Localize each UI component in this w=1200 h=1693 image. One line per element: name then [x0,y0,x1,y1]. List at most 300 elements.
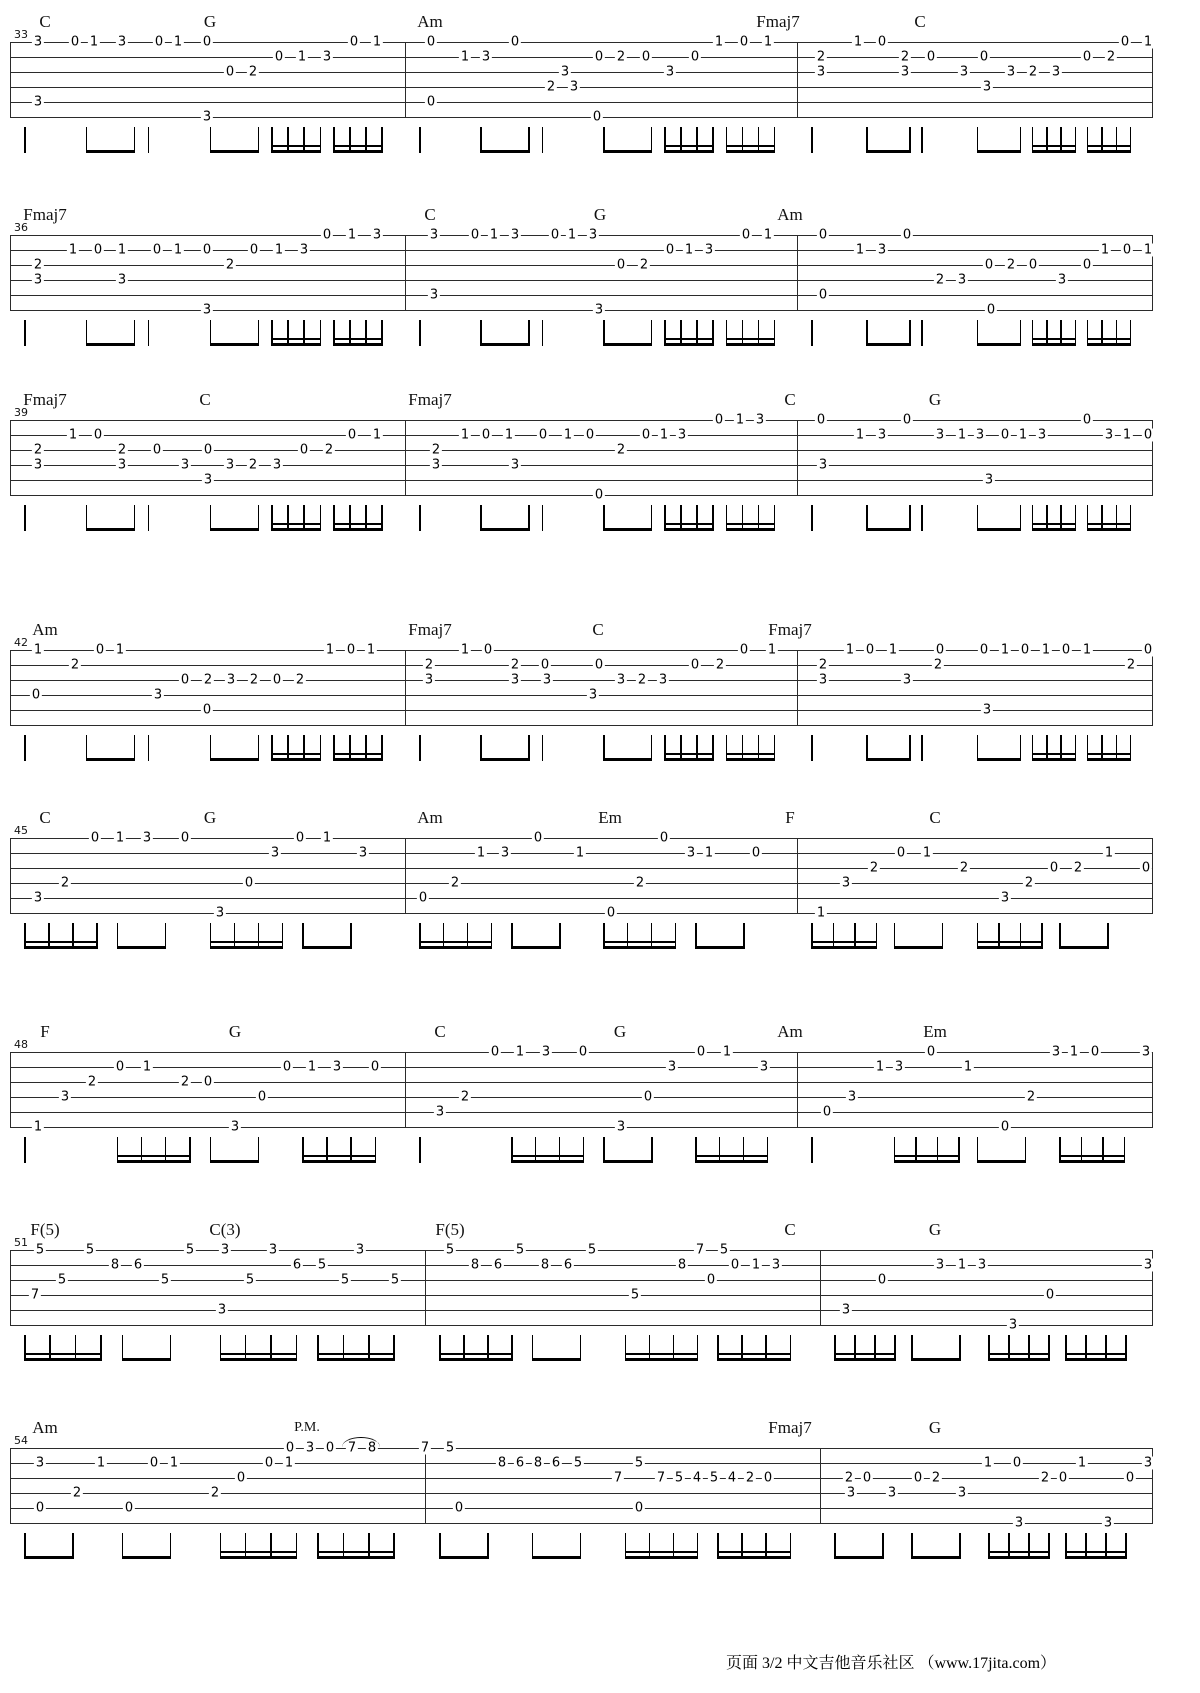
chord-label: C(3) [209,1220,241,1239]
rhythm-beam-second [333,753,383,755]
tab-note: 0 [1045,1287,1055,1303]
tab-note: 2 [1040,1470,1050,1486]
tab-note: 3 [270,845,280,861]
tab-note: 6 [493,1257,503,1273]
tab-note: 1 [372,34,382,50]
rhythm-beam [511,1160,584,1163]
tab-note: 0 [634,1500,644,1516]
staff-string-line [10,1112,1152,1113]
tab-note: 0 [115,1059,125,1075]
rhythm-stem [419,127,421,153]
tab-note: 5 [340,1272,350,1288]
tab-note: 0 [538,427,548,443]
tab-note: 2 [1126,657,1136,673]
staff-string-line [10,1280,1152,1281]
chord-label: Fmaj7 [408,620,452,639]
rhythm-beam-second [977,941,1043,943]
rhythm-beam-second [1087,523,1132,525]
tab-note: 2 [295,672,305,688]
measure-barline [1152,650,1153,726]
tab-note: 0 [249,242,259,258]
tab-note: 8 [533,1455,543,1471]
rhythm-stem [811,735,813,761]
tab-note: 0 [299,442,309,458]
tab-note: 0 [236,1470,246,1486]
rhythm-beam-second [1032,523,1077,525]
rhythm-stem [542,735,544,761]
rhythm-beam [811,946,877,949]
rhythm-beam [695,1160,768,1163]
tab-note: 3 [142,830,152,846]
rhythm-stem [24,320,26,346]
rhythm-beam-second [271,145,321,147]
tab-note: 0 [1082,412,1092,428]
tab-note: 3 [435,1104,445,1120]
tab-note: 0 [730,1257,740,1273]
tab-note: 2 [1026,1089,1036,1105]
tab-note: 3 [541,1044,551,1060]
tab-note: 0 [896,845,906,861]
rhythm-beam [1087,343,1132,346]
tab-note: 3 [1143,1455,1153,1471]
tab-note: 2 [72,1485,82,1501]
tab-note: 1 [515,1044,525,1060]
tab-note: 0 [1082,49,1092,65]
tab-note: 0 [325,1440,335,1456]
rhythm-beam-second [988,1353,1050,1355]
rhythm-beam [988,1358,1050,1361]
chord-label: G [928,1220,942,1239]
measure-barline [10,1250,11,1326]
tab-note: 0 [481,427,491,443]
tab-note: 3 [755,412,765,428]
tab-note: 0 [154,34,164,50]
measure-barline [1152,838,1153,914]
tab-note: 1 [372,427,382,443]
tab-note: 6 [515,1455,525,1471]
tab-note: 0 [180,830,190,846]
tab-note: 5 [57,1272,67,1288]
rhythm-beam-second [333,145,383,147]
tab-note: 8 [677,1257,687,1273]
rhythm-beam [210,946,284,949]
tab-note: 1 [115,642,125,658]
tab-note: 3 [1143,1257,1153,1273]
tab-note: 0 [90,830,100,846]
measure-barline [10,1052,11,1128]
rhythm-beam-second [726,338,775,340]
rhythm-beam-second [333,523,383,525]
tab-note: 3 [616,1119,626,1135]
tab-note: 3 [268,1242,278,1258]
tab-note: 3 [977,1257,987,1273]
tab-note: 7 [420,1440,430,1456]
tab-note: 3 [1051,1044,1061,1060]
tab-note: 3 [299,242,309,258]
rhythm-stem [148,735,150,761]
tab-note: 3 [510,227,520,243]
rhythm-stem [542,320,544,346]
measure-barline [797,650,798,726]
rhythm-stem [811,505,813,531]
tab-note: 3 [975,427,985,443]
measure-barline [797,235,798,311]
tab-note: 1 [366,642,376,658]
chord-label: C [39,808,51,827]
tab-note: 0 [592,109,602,125]
rhythm-beam-second [1059,1155,1125,1157]
chord-label: Fmaj7 [768,620,812,639]
tab-note: 5 [35,1242,45,1258]
rhythm-beam [664,150,713,153]
tab-note: 0 [470,227,480,243]
measure-barline [405,650,406,726]
rhythm-beam [117,946,167,949]
tab-note: 1 [853,34,863,50]
tab-note: 0 [1028,257,1038,273]
tab-note: 0 [244,875,254,891]
tab-note: 0 [594,49,604,65]
tab-note: 2 [1073,860,1083,876]
rhythm-beam [603,758,652,761]
tab-note: 0 [1058,1470,1068,1486]
measure-number: 33 [14,28,28,41]
chord-label: Em [923,1022,947,1041]
tab-note: 0 [902,412,912,428]
tab-note: 3 [1051,64,1061,80]
rhythm-stem [542,505,544,531]
tab-note: 1 [922,845,932,861]
tab-note: 1 [33,642,43,658]
rhythm-beam [1032,343,1077,346]
rhythm-stem [921,320,923,346]
rhythm-beam [1087,758,1132,761]
tab-note: 6 [133,1257,143,1273]
rhythm-beam [419,946,492,949]
chord-label: Fmaj7 [23,205,67,224]
tab-note: 3 [117,457,127,473]
rhythm-beam-second [271,753,321,755]
footer-site-credit: 页面 3/2 中文吉他音乐社区 （www.17jita.com） [726,1655,1057,1672]
tab-note: 1 [33,1119,43,1135]
rhythm-beam [977,758,1022,761]
rhythm-stem [811,320,813,346]
rhythm-beam-second [439,1353,513,1355]
tab-note: 3 [1141,1044,1151,1060]
staff-string-line [10,72,1152,73]
tab-note: 8 [470,1257,480,1273]
tab-note: 3 [510,672,520,688]
tab-note: 3 [35,1455,45,1471]
tab-note: 3 [305,1440,315,1456]
chord-label: F(5) [435,1220,465,1239]
rhythm-beam [317,1556,395,1559]
tab-note: 2 [844,1470,854,1486]
rhythm-beam [271,758,321,761]
tab-note: 3 [957,272,967,288]
tab-note: 1 [845,642,855,658]
rhythm-beam [717,1358,791,1361]
tab-note: 3 [230,1119,240,1135]
chord-label: Fmaj7 [768,1418,812,1437]
tab-note: 1 [169,1455,179,1471]
tab-note: 3 [217,1302,227,1318]
tab-note: 5 [245,1272,255,1288]
tab-note: 3 [431,457,441,473]
rhythm-beam [333,528,383,531]
tab-note: 3 [202,109,212,125]
tab-note: 0 [1143,427,1153,443]
tab-note: 2 [450,875,460,891]
tab-note: 5 [445,1242,455,1258]
tab-note: 0 [585,427,595,443]
rhythm-beam [1087,150,1132,153]
measure-barline [405,838,406,914]
chord-label: C [199,390,211,409]
tab-note: 1 [489,227,499,243]
rhythm-beam [866,343,911,346]
tab-note: 1 [89,34,99,50]
chord-label: F [40,1022,50,1041]
staff-string-line [10,725,1152,726]
tab-note: 0 [641,49,651,65]
staff-string-line [10,695,1152,696]
rhythm-beam-second [220,1551,298,1553]
rhythm-beam [86,150,136,153]
rhythm-beam [1065,1556,1127,1559]
rhythm-beam [894,946,944,949]
tab-note: 3 [771,1257,781,1273]
tab-note: 1 [284,1455,294,1471]
tab-note: 0 [454,1500,464,1516]
rhythm-beam [86,758,136,761]
tab-note: 3 [500,845,510,861]
tab-note: 4 [692,1470,702,1486]
rhythm-beam-second [664,753,713,755]
tab-note: 1 [322,830,332,846]
tab-note: 1 [1104,845,1114,861]
rhythm-beam-second [726,523,775,525]
tab-note: 8 [497,1455,507,1471]
staff-string-line [10,265,1152,266]
tab-note: 0 [1143,642,1153,658]
rhythm-stem [419,1137,421,1163]
tab-note: 0 [149,1455,159,1471]
tab-note: 0 [483,642,493,658]
chord-label: C [929,808,941,827]
tab-note: 0 [865,642,875,658]
tab-note: 0 [643,1089,653,1105]
staff-string-line [10,1448,1152,1449]
tab-note: 1 [567,227,577,243]
tab-note: 3 [1014,1515,1024,1531]
staff-string-line [10,1295,1152,1296]
tab-note: 7 [656,1470,666,1486]
chord-label: C [434,1022,446,1041]
rhythm-beam-second [1032,753,1077,755]
tab-note: 2 [959,860,969,876]
rhythm-stem [419,505,421,531]
tab-note: 5 [709,1470,719,1486]
chord-label: Am [32,620,58,639]
tab-note: 3 [847,1089,857,1105]
rhythm-beam [210,1160,260,1163]
rhythm-beam [210,528,260,531]
rhythm-beam [726,150,775,153]
rhythm-beam [511,946,561,949]
tab-note: 0 [347,427,357,443]
measure-number: 45 [14,824,28,837]
tab-note: 2 [935,272,945,288]
tab-note: 0 [696,1044,706,1060]
tab-note: 0 [264,1455,274,1471]
tab-note: 0 [816,412,826,428]
tab-note: 3 [686,845,696,861]
rhythm-stem [921,127,923,153]
staff-string-line [10,235,1152,236]
tab-note: 2 [715,657,725,673]
tab-note: 0 [1120,34,1130,50]
tab-note: 0 [1049,860,1059,876]
rhythm-beam-second [220,1353,298,1355]
tab-note: 0 [322,227,332,243]
rhythm-beam [480,150,529,153]
rhythm-stem [811,127,813,153]
tab-note: 5 [630,1287,640,1303]
staff-string-line [10,1310,1152,1311]
rhythm-beam [894,1160,960,1163]
tab-note: 3 [902,672,912,688]
tab-note: 2 [225,257,235,273]
rhythm-beam-second [1087,338,1132,340]
staff-string-line [10,102,1152,103]
tab-note: 0 [877,34,887,50]
tab-note: 5 [85,1242,95,1258]
rhythm-beam [122,1358,172,1361]
tab-note: 3 [704,242,714,258]
tab-note: 0 [690,657,700,673]
tab-note: 1 [68,427,78,443]
tab-note: 8 [110,1257,120,1273]
staff-string-line [10,480,1152,481]
tab-note: 1 [957,1257,967,1273]
tab-note: 1 [1082,642,1092,658]
tab-note: 2 [424,657,434,673]
tab-note: 0 [35,1500,45,1516]
rhythm-beam [726,528,775,531]
tab-note: 1 [460,642,470,658]
tab-note: 0 [984,257,994,273]
tab-note: 1 [1143,242,1153,258]
tab-note: 1 [763,227,773,243]
tab-note: 0 [1090,1044,1100,1060]
tab-note: 3 [355,1242,365,1258]
rhythm-beam-second [210,941,284,943]
tab-note: 0 [739,642,749,658]
tab-note: 0 [257,1089,267,1105]
rhythm-beam [480,528,529,531]
staff-string-line [10,310,1152,311]
tab-note: 3 [900,64,910,80]
tab-note: 0 [763,1470,773,1486]
tab-note: 3 [153,687,163,703]
tab-note: 0 [706,1272,716,1288]
staff-string-line [10,1250,1152,1251]
measure-number: 39 [14,406,28,419]
tab-note: 3 [225,457,235,473]
staff-string-line [10,898,1152,899]
tab-note: 3 [33,457,43,473]
rhythm-beam [271,343,321,346]
measure-barline [797,42,798,118]
tab-note: 3 [759,1059,769,1075]
tab-note: 0 [690,49,700,65]
tab-note: 2 [635,875,645,891]
tab-note: 2 [33,257,43,273]
tab-note: 1 [855,427,865,443]
tab-note: 3 [1103,1515,1113,1531]
rhythm-beam [695,946,745,949]
rhythm-beam [220,1556,298,1559]
tab-note: 2 [1106,49,1116,65]
tab-note: 0 [540,657,550,673]
tab-note: 3 [887,1485,897,1501]
rhythm-beam [977,343,1022,346]
rhythm-beam [664,343,713,346]
tab-note: 0 [926,49,936,65]
tab-note: 0 [1082,257,1092,273]
tab-note: 1 [763,34,773,50]
chord-label: Fmaj7 [408,390,452,409]
tab-note: 1 [117,242,127,258]
rhythm-beam-second [419,941,492,943]
rhythm-beam [977,1160,1027,1163]
tab-note: 0 [202,242,212,258]
tab-note: 0 [665,242,675,258]
tab-note: 3 [322,49,332,65]
tab-note: 2 [818,657,828,673]
tab-note: 1 [96,1455,106,1471]
chord-label: C [424,205,436,224]
tab-note: 2 [1024,875,1034,891]
tab-note: 0 [124,1500,134,1516]
tab-note: 2 [248,64,258,80]
tab-note: 3 [1037,427,1047,443]
rhythm-beam [911,1556,961,1559]
rhythm-beam-second [117,1155,191,1157]
tab-note: 1 [735,412,745,428]
rhythm-beam [333,343,383,346]
rhythm-beam [439,1556,489,1559]
rhythm-beam [664,758,713,761]
rhythm-stem [148,320,150,346]
tab-note: 0 [741,227,751,243]
rhythm-beam [977,528,1022,531]
rhythm-beam-second [894,1155,960,1157]
rhythm-beam [988,1556,1050,1559]
tab-note: 0 [751,845,761,861]
rhythm-stem [24,505,26,531]
rhythm-beam-second [24,941,98,943]
rhythm-beam [603,528,652,531]
staff-string-line [10,1067,1152,1068]
tab-note: 3 [203,472,213,488]
tab-note: 0 [714,412,724,428]
tab-note: 2 [1028,64,1038,80]
tab-note: 7 [695,1242,705,1258]
rhythm-beam [866,150,911,153]
tab-note: 0 [418,890,428,906]
